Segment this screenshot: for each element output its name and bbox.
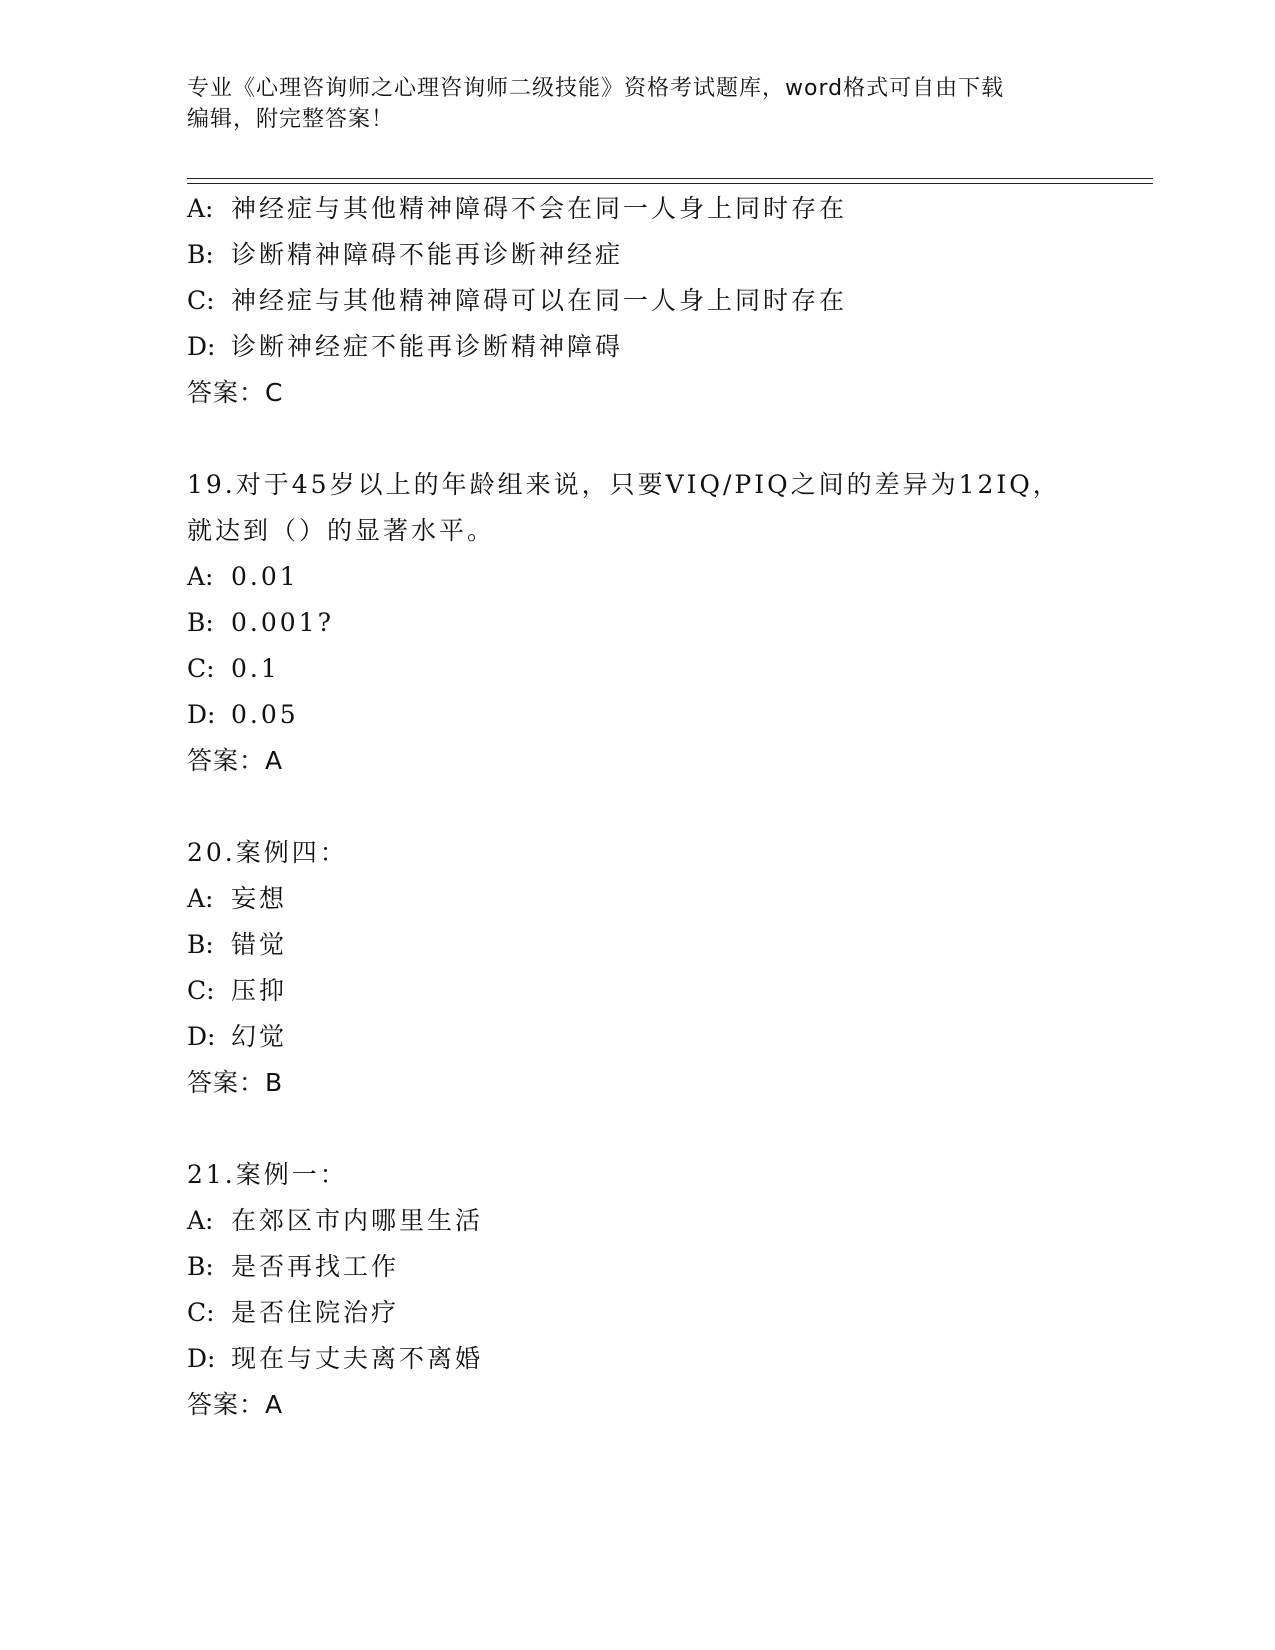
option-label: B: — [187, 930, 214, 959]
option-text: 诊断神经症不能再诊断精神障碍 — [231, 332, 624, 361]
answer-line: 答案：A — [187, 1390, 284, 1419]
option-c — [187, 968, 1147, 1014]
option-c — [187, 646, 1147, 692]
option-label: B: — [187, 1252, 214, 1281]
option-label: A: — [187, 194, 214, 223]
option-a — [187, 876, 1147, 922]
question-21 — [187, 1152, 1147, 1428]
option-label: B: — [187, 608, 214, 637]
question-stem: 20.案例四： — [187, 838, 348, 867]
header-line-1: 专业《心理咨询师之心理咨询师二级技能》资格考试题库，word格式可自由下载 — [187, 76, 1005, 101]
option-d — [187, 692, 1147, 738]
spacer — [187, 1106, 1147, 1152]
option-label: C: — [187, 286, 215, 315]
option-label: D: — [187, 700, 216, 729]
option-c — [187, 1290, 1147, 1336]
option-label: A: — [187, 562, 214, 591]
option-label: D: — [187, 1022, 216, 1051]
header-divider-bottom — [187, 183, 1153, 184]
question-stem: 21.案例一： — [187, 1160, 348, 1189]
option-text: 神经症与其他精神障碍不会在同一人身上同时存在 — [231, 194, 848, 223]
option-text: 是否再找工作 — [231, 1252, 400, 1281]
option-label: A: — [187, 1206, 214, 1235]
option-label: D: — [187, 1344, 216, 1373]
option-label: C: — [187, 976, 215, 1005]
option-text: 0.01 — [231, 562, 299, 591]
answer-line: 答案：A — [187, 746, 284, 775]
option-text: 错觉 — [231, 930, 288, 959]
option-text: 在郊区市内哪里生活 — [231, 1206, 484, 1235]
option-d — [187, 1014, 1147, 1060]
header-line-2: 编辑，附完整答案！ — [187, 107, 395, 132]
question-list — [187, 186, 1147, 1428]
option-label: D: — [187, 332, 216, 361]
option-b — [187, 600, 1147, 646]
option-a — [187, 186, 1147, 232]
option-label: A: — [187, 884, 214, 913]
question-stem-line-1: 19.对于45岁以上的年龄组来说，只要VIQ/PIQ之间的差异为12IQ， — [187, 470, 1061, 499]
document-header — [187, 73, 1067, 135]
option-d — [187, 324, 1147, 370]
question-19 — [187, 462, 1147, 784]
option-text: 妄想 — [231, 884, 288, 913]
option-b — [187, 1244, 1147, 1290]
option-label: B: — [187, 240, 214, 269]
option-b — [187, 922, 1147, 968]
spacer — [187, 416, 1147, 462]
question-stem — [187, 462, 1087, 554]
option-text: 0.1 — [231, 654, 280, 683]
option-text: 神经症与其他精神障碍可以在同一人身上同时存在 — [231, 286, 848, 315]
header-divider-top — [187, 178, 1153, 179]
option-text: 0.05 — [231, 700, 299, 729]
option-a — [187, 554, 1147, 600]
option-text: 是否住院治疗 — [231, 1298, 400, 1327]
option-label: C: — [187, 1298, 215, 1327]
option-d — [187, 1336, 1147, 1382]
option-text: 0.001? — [231, 608, 334, 637]
option-c — [187, 278, 1147, 324]
question-stem-line-2: 就达到（）的显著水平。 — [187, 516, 496, 545]
option-label: C: — [187, 654, 215, 683]
question-20 — [187, 830, 1147, 1106]
answer-line: 答案：B — [187, 1068, 284, 1097]
question-18 — [187, 186, 1147, 416]
option-b — [187, 232, 1147, 278]
spacer — [187, 784, 1147, 830]
option-a — [187, 1198, 1147, 1244]
option-text: 幻觉 — [231, 1022, 288, 1051]
option-text: 诊断精神障碍不能再诊断神经症 — [231, 240, 624, 269]
answer-line: 答案：C — [187, 378, 284, 407]
option-text: 压抑 — [231, 976, 288, 1005]
option-text: 现在与丈夫离不离婚 — [231, 1344, 484, 1373]
